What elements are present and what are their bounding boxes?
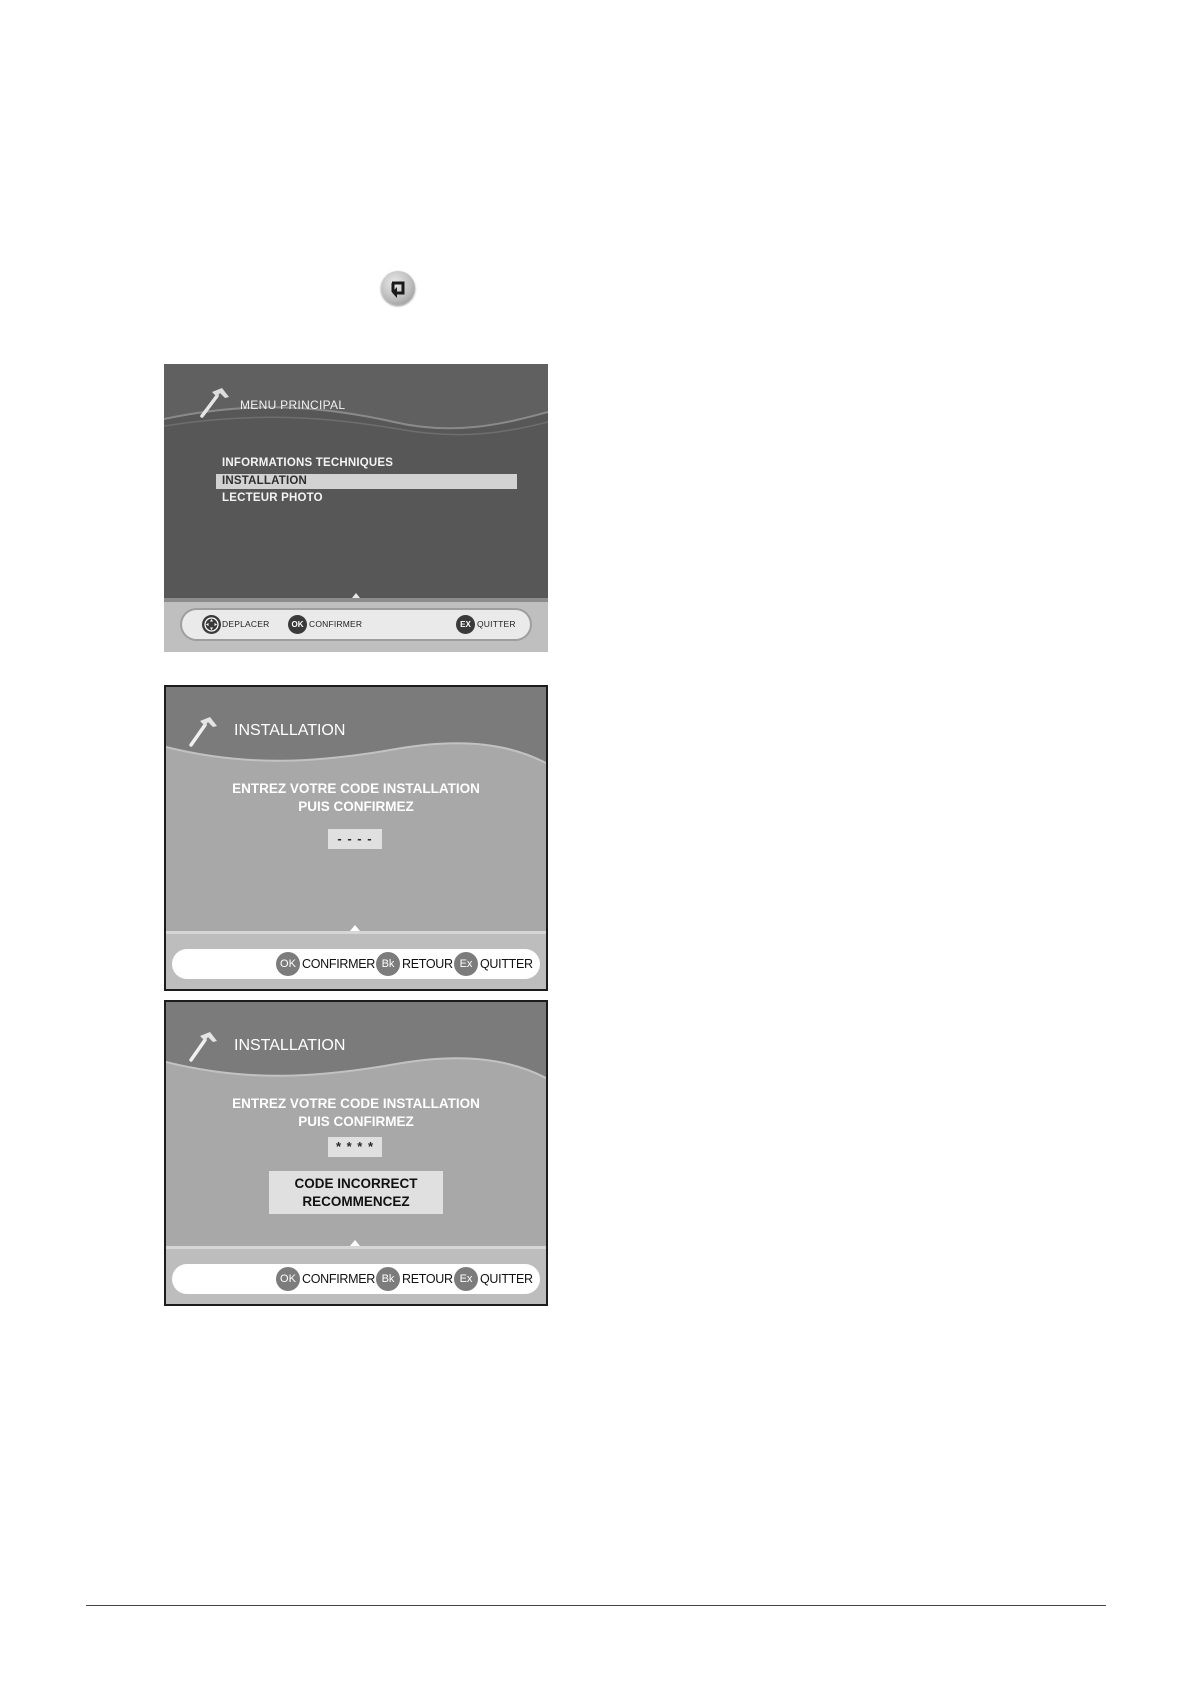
hammer-icon (186, 1029, 222, 1063)
prompt-line-2: PUIS CONFIRMEZ (298, 799, 414, 814)
exit-label: QUITTER (480, 957, 533, 971)
install-footer-bar (172, 949, 540, 979)
screen-title: INSTALLATION (234, 722, 346, 739)
hammer-icon (198, 386, 234, 418)
page-bottom-rule (86, 1605, 1106, 1606)
ok-button-icon[interactable]: OK (288, 615, 307, 634)
back-button-icon[interactable]: Bk (376, 1267, 400, 1291)
return-icon (381, 271, 415, 305)
back-label: RETOUR (402, 957, 453, 971)
menu-title: MENU PRINCIPAL (240, 398, 346, 412)
exit-button-icon[interactable]: Ex (454, 1267, 478, 1291)
installation-code-screen (164, 685, 548, 991)
back-button-icon[interactable]: Bk (376, 952, 400, 976)
menu-item-technical-info[interactable]: INFORMATIONS TECHNIQUES (222, 457, 394, 469)
confirm-label: CONFIRMER (302, 1272, 375, 1286)
confirm-label: CONFIRMER (309, 619, 363, 629)
menu-item-installation[interactable]: INSTALLATION (216, 474, 517, 489)
installation-code-error-screen (164, 1000, 548, 1306)
install-footer-bar (172, 1264, 540, 1294)
error-line-2: RECOMMENCEZ (302, 1194, 410, 1209)
back-label: RETOUR (402, 1272, 453, 1286)
move-label: DEPLACER (222, 619, 270, 629)
error-message (269, 1171, 443, 1214)
menu-item-photo-reader[interactable]: LECTEUR PHOTO (222, 492, 323, 504)
dpad-icon (202, 615, 221, 634)
hammer-icon (186, 714, 222, 748)
prompt-line-1: ENTREZ VOTRE CODE INSTALLATION (232, 781, 480, 796)
confirm-label: CONFIRMER (302, 957, 375, 971)
prompt-line-2: PUIS CONFIRMEZ (298, 1114, 414, 1129)
screen-title: INSTALLATION (234, 1037, 346, 1054)
exit-button-icon[interactable]: EX (456, 615, 475, 634)
ok-button-icon[interactable]: OK (276, 952, 300, 976)
exit-button-icon[interactable]: Ex (454, 952, 478, 976)
code-input[interactable]: - - - - (328, 829, 382, 849)
main-menu-screen (164, 364, 548, 652)
ok-button-icon[interactable]: OK (276, 1267, 300, 1291)
code-input[interactable]: * * * * (328, 1137, 382, 1157)
exit-label: QUITTER (477, 619, 516, 629)
prompt-line-1: ENTREZ VOTRE CODE INSTALLATION (232, 1096, 480, 1111)
error-line-1: CODE INCORRECT (294, 1176, 418, 1191)
exit-label: QUITTER (480, 1272, 533, 1286)
menu-footer-bar (182, 610, 530, 639)
